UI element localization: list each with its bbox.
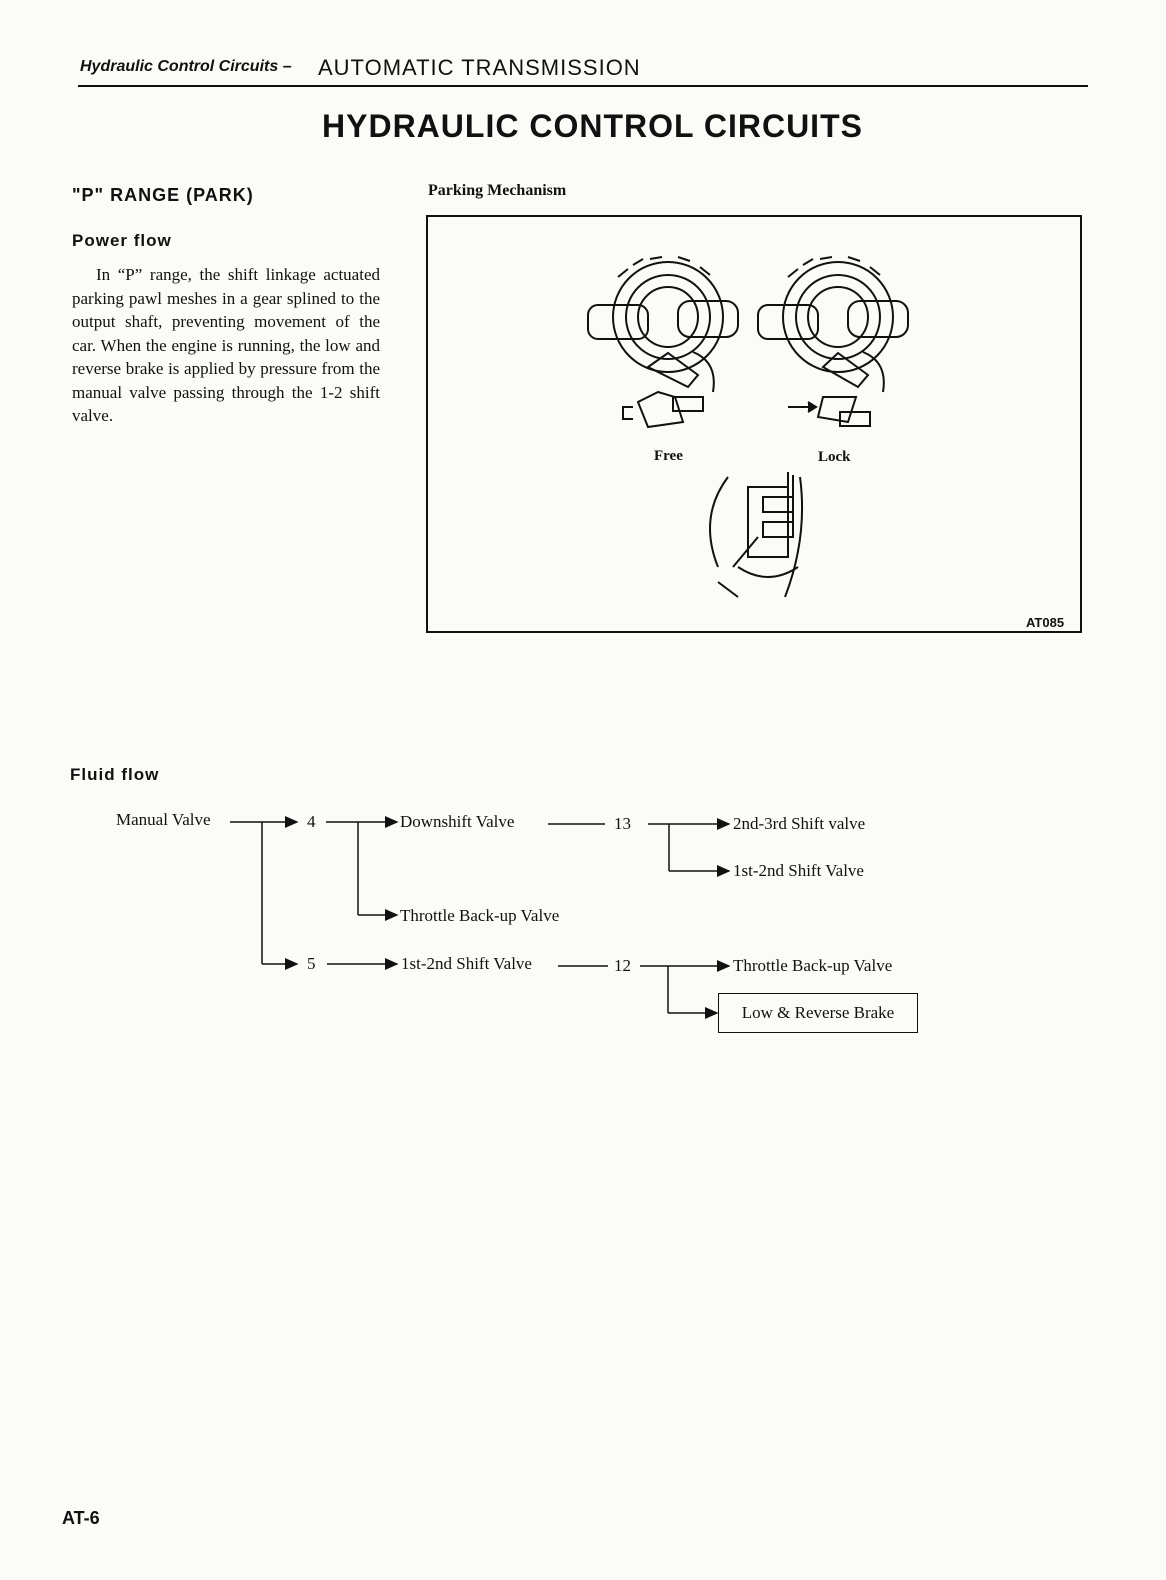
figure-caption: Parking Mechanism xyxy=(428,182,567,199)
manual-valve-label: Manual Valve xyxy=(116,810,211,829)
throttle-backup-lower-label: Throttle Back-up Valve xyxy=(733,956,893,975)
port-13: 13 xyxy=(614,814,631,833)
low-reverse-brake-box: Low & Reverse Brake xyxy=(718,993,918,1033)
port-5: 5 xyxy=(307,954,316,973)
port-4: 4 xyxy=(307,812,316,831)
fluid-flow-heading: Fluid flow xyxy=(70,765,160,784)
shift-1-2-valve-upper-label: 1st-2nd Shift Valve xyxy=(733,861,864,880)
page-title: HYDRAULIC CONTROL CIRCUITS xyxy=(322,108,863,144)
figure-code: AT085 xyxy=(1026,615,1065,630)
running-header-chapter: AUTOMATIC TRANSMISSION xyxy=(318,55,641,80)
label-lock: Lock xyxy=(818,449,851,465)
range-heading: "P" RANGE (PARK) xyxy=(72,185,254,205)
port-12: 12 xyxy=(614,956,631,975)
shift-2-3-valve-label: 2nd-3rd Shift valve xyxy=(733,814,866,833)
page-number: AT-6 xyxy=(62,1508,100,1528)
throttle-backup-upper-label: Throttle Back-up Valve xyxy=(400,906,560,925)
power-flow-paragraph: In “P” range, the shift linkage actuated parking pawl meshes in a gear splined to the output shaft, preventing movement of the car. When the engine is running, the low and reverse brake is applied by pressure from the manual valve passing through the 1-2 shift valve. xyxy=(72,265,380,425)
shift-1-2-valve-lower-label: 1st-2nd Shift Valve xyxy=(401,954,532,973)
label-free: Free xyxy=(654,448,683,464)
running-header-section: Hydraulic Control Circuits – xyxy=(80,58,292,75)
downshift-valve-label: Downshift Valve xyxy=(400,812,515,831)
power-flow-heading: Power flow xyxy=(72,231,172,250)
